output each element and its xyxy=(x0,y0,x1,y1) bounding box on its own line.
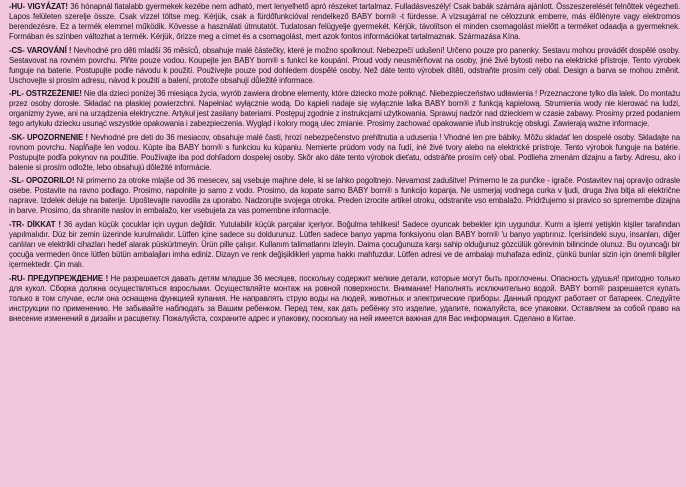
language-code: -HU- xyxy=(9,2,26,11)
warning-text: Не разрешается давать детям младше 36 месяцев, поскольку содержит мелкие детали, которые могут быть проглочены. Опасность удушья! пригодно только для кукол. Сборка должна осуществляться взрослыми. Осуществляйте монтаж на ровной поверхности. Внимание! Наполнять исключительно водой. BABY born® разрешается купать только в том случае, если она оснащена функцией купания. Не направлять струю воды на людей, животных и электрические приборы. Данный продукт работает от батареек. Следуйте инструкции по применению. Не забывайте наблюдать за Вашим ребенком. Перед тем, как дать ребёнку это изделие, удалите, пожалуйста, все упаковки. Оставляем за собой право на внесение изменений в дизайн и расцветку. Пожалуйста, сохраните адрес и упаковку, поскольку на ней имеется важная для Вас информация. Сделано в Китае. xyxy=(9,273,680,323)
language-code: -TR- xyxy=(9,219,25,229)
warning-section-sk xyxy=(9,133,680,173)
warning-text: Nie dla dzieci poniżej 36 miesiąca życia, wyrób zawiera drobne elementy, które dziecko może połknąć. Niebezpieczeństwo udławienia ! Przeznaczone tylko dla lalek. Do montażu przez osoby dorosłe. Składać na płaskiej powierzchni. Napełniać wyłącznie wodą. Do kąpieli nadaje się wyłącznie lalka BABY born® z funkcją kąpielową. Strumienia wody nie kierować na ludzi, organizmy żywe, ani na urządzenia elektryczne. Artykuł jest zasilany bateriami. Postępuj zgodnie z instrukcjami użytkowania. Sprawuj nadzór nad dzieckiem w czasie zabawy. Prosimy przed podaniem tego artykułu dziecku usunąć wszystkie opakowania i zabezpieczenia. Wygląd i kolory mogą ulec zmianie. Prosimy zachować opakowanie i/lub instrukcję obsługi. Zawierają ważne informacje. xyxy=(9,89,680,129)
language-code: -CS- xyxy=(9,45,25,55)
warning-text: 36 hónapnál fiatalabb gyermekek kezébe nem adható, mert lenyelhető apró részeket tartalmaz. Fulladásveszély! Csak babák számára ajánlott. Összeszerelését felnőttek végezheti. Lapos felületen szerelje össze. Csak vízzel töltse meg. Kérjük, csak a fürdőfunkcióval rendelkező BABY born® -t fürdesse. A vízsugárral ne célozzunk emberre, más élőlényre vagy elektromos berendezésre. Ez a termék elemmel működik. Kövesse a használati útmutatót. Tudatosan felügyelje gyermekét. Kérjük, távolítson el minden csomagolást mielőtt a terméket odaadja a gyermeknek. Formában és színben változhat a termék. Kérjük, őrizze meg a címet és a csomagolást, mert azok fontos információkat tartalmaznak. Származása Kína. xyxy=(9,2,680,41)
warning-heading: VAROVÁNÍ ! xyxy=(26,45,72,55)
language-code: -SK- xyxy=(9,132,25,142)
warning-heading: ПРЕДУПРЕЖДЕНИЕ ! xyxy=(27,273,109,283)
language-code: -SL- xyxy=(9,176,24,186)
language-code: -RU- xyxy=(9,273,26,283)
warning-section-tr xyxy=(9,220,680,270)
warning-text: 36 aydan küçük çocuklar için uygun değildir. Yutulabilir küçük parçalar içeriyor. Boğulma tehlikesi! Sadece oyuncak bebekler için uygundur. Kurm a işlemi yetişkin kişiler tarafından yapılmalıdır. Düz bir zemin üzerinde kurulmalıdır. Lütfen içine sadece su doldurunuz. Lütfen sadece banyo yapma fonksiyonu olan BABY born® 'u banyo yaptırınız. İçerisindeki suyu, insanları, diğer canlıları ve elektrikli cihazları hedef alarak püskürtmeyin. Ürün pille çalışır. Kullanım talimatlarını izleyin. Daima çocuğunuza karşı sahip olduğunuz gözcülük görevinin bilincinde olunuz. Bu oyuncağı bir çocuğa vermeden önce lütfen bütün ambalajları imha ediniz. Dizayn ve renk değişiklikleri yapma hakkı mahfuzdur. Lütfen adresi ve de ambalajı muhafaza ediniz, çünkü bunlar sizin için önemli bilgiler içermektedir. Çin malı. xyxy=(9,219,680,269)
warning-heading: UPOZORNENIE ! xyxy=(27,132,88,142)
warning-section-pl xyxy=(9,89,680,129)
warning-text: Nevhodné pro děti mladší 36 měsíců, obsahuje malé částečky, které je možno spolknout. Nebezpečí udušení! Určeno pouze pro panenky. Sestavu mohou provádět dospělé osoby. Sestavovat na rovném povrchu. Plňte pouze vodou. Koupejte jen BABY born® s funkcí ke koupání. Proud vody neusměrňovat na osoby, jiné živé bytosti nebo na elektrické přístroje. Tento výrobek funguje na baterie. Postupujte podle návodu k použití. Používejte pouze pod dohledem dospělé osoby. Než dáte tento výrobek dítěti, odstraňte prosím celý obal. Design a barva se mohou změnit. Uschovejte si prosím adresu, návod k použití a balení, protože obsahují důležité informace. xyxy=(9,45,680,85)
warning-section-sl xyxy=(9,176,680,216)
warning-section-hu xyxy=(9,2,680,42)
warning-heading: VIGYÁZAT! xyxy=(27,2,68,11)
warning-heading: OPOZORILO! xyxy=(26,176,75,186)
warning-section-cs xyxy=(9,46,680,86)
warning-text: Nevhodné pre deti do 36 mesiacov, obsahuje malé časti, hrozí nebezpečenstvo prehltnutia a udusenia ! Vhodné len pre bábiky. Môžu skladať len dospelé osoby. Skladajte na rovnom povrchu. Napĺňajte len vodou. Kúpte iba BABY born® s funkciou ku kúpaniu. Nemierte prúdom vody na ľudí, iné živé tvory alebo na elektrické prístroje. Tento výrobok funguje na batérie. Postupujte podľa pokynov na použitie. Používajte iba pod dohľadom dospelej osoby. Skôr ako dáte tento výrobok dieťatu, odstráňte prosím celý obal. Podlieha zmenám dizajnu a farby. Adresu, ako i balenie si prosím odložte, lebo obsahujú dôležité informácie. xyxy=(9,132,680,172)
warning-text: Ni primerno za otroke mlajše od 36 mesecev, saj vsebuje majhne dele, ki se lahko pogoltnejo. Nevarnost zadušitve! Primerno le za punčke - igrače. Postavitev naj opravijo odrasle osebe. Postavite na ravno podlago. Prosimo, napolnite jo samo z vodo. Prosimo, da kopate samo BABY born® s funkcijo kopanja. Ne usmerjaj vodnega curka v ljudi, druga živa bitja ali električne naprave. Izdelek deluje na baterije. Upoštevajte navodila za uporabo. Nadzorujte svojega otroka. Preden izrocite artikel otroku, odstranite vso embalažo. Pridržujemo si pravico so spremembe dizajna in barve. Prosimo, da shranite naslov in embalažo, ker vsebujeta za vas pomembne informacije. xyxy=(9,176,680,216)
language-code: -PL- xyxy=(9,89,24,99)
warning-heading: OSTRZEŻENIE! xyxy=(25,89,82,99)
warning-heading: DİKKAT ! xyxy=(27,219,61,229)
warning-section-ru xyxy=(9,274,680,324)
